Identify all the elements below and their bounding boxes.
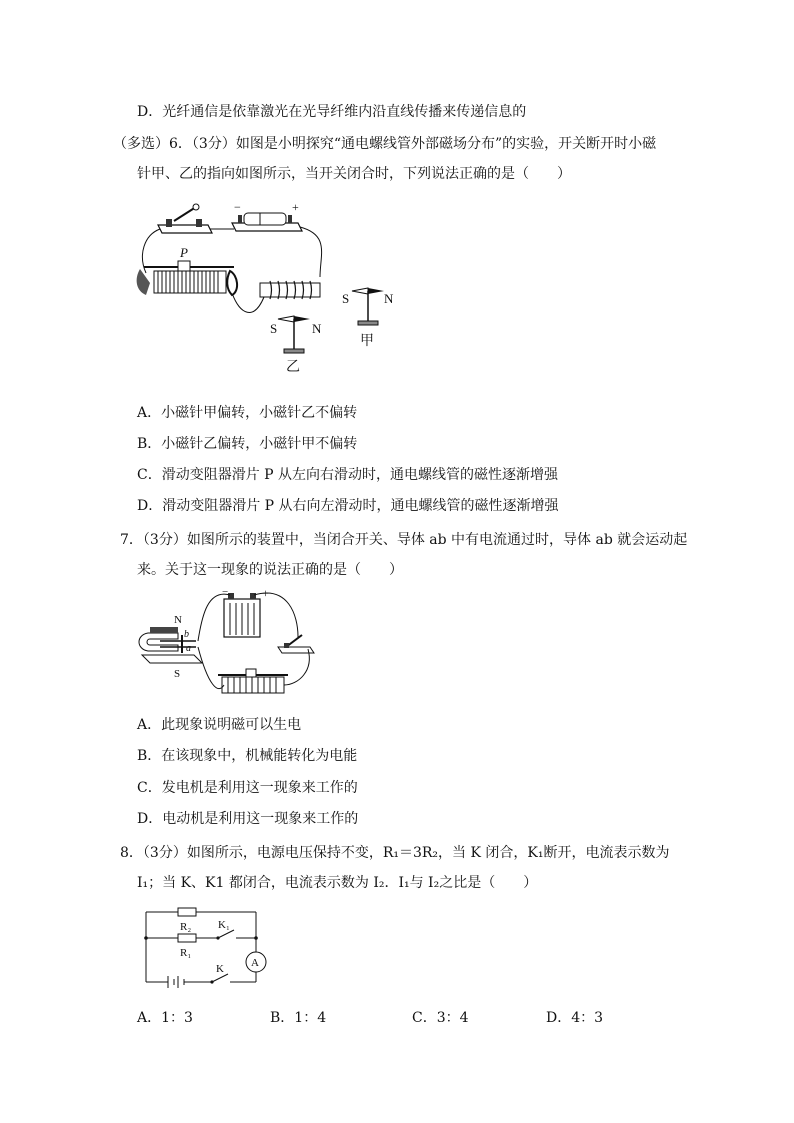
q7-option-b: B．在该现象中，机械能转化为电能 (137, 748, 358, 764)
q8-circuit-figure (138, 902, 278, 996)
q5-option-d: D．光纤通信是依靠激光在光导纤维内沿直线传播来传递信息的 (137, 104, 527, 120)
q6-option-b: B．小磁针乙偏转，小磁针甲不偏转 (137, 436, 358, 452)
q6-option-c: C．滑动变阻器滑片 P 从左向右滑动时，通电螺线管的磁性逐渐增强 (137, 467, 559, 483)
q8-option-d: D．4：3 (546, 1010, 604, 1026)
battery-plus-label: + (292, 200, 299, 214)
q8-option-b: B．1：4 (270, 1010, 327, 1026)
rod-a-label: a (186, 643, 191, 654)
k1-label: K₁ (218, 919, 230, 931)
q7-option-c: C．发电机是利用这一现象来工作的 (137, 780, 358, 796)
q6-figure (130, 195, 420, 375)
slider-p-label: P (180, 245, 188, 260)
q8-option-a: A．1：3 (137, 1010, 193, 1026)
battery (232, 200, 302, 231)
q8-stem-line2: I₁；当 K、K1 都闭合，电流表示数为 I₂．I₁与 I₂之比是（ ） (137, 875, 538, 891)
r1-label: R₁ (180, 947, 192, 959)
q7-figure (138, 585, 318, 705)
q6-option-a: A．小磁针甲偏转，小磁针乙不偏转 (137, 405, 358, 421)
r2-label: R₂ (180, 921, 192, 933)
solenoid (260, 281, 320, 299)
q7-stem-line2: 来。关于这一现象的说法正确的是（ ） (137, 562, 403, 578)
rod-b-label: b (184, 629, 189, 640)
battery-plus-label: + (262, 586, 269, 600)
needle-yi-n: N (312, 321, 322, 336)
magnet-n-label: N (174, 614, 182, 626)
needle-yi-s: S (270, 321, 278, 336)
battery-minus-label: − (234, 200, 241, 214)
ammeter-label: A (251, 957, 259, 969)
q6-stem-line2: 针甲、乙的指向如图所示，当开关闭合时，下列说法正确的是（ ） (137, 166, 571, 182)
q7-stem-line1: 7．（3分）如图所示的装置中，当闭合开关、导体 ab 中有电流通过时，导体 ab 就会运动起 (120, 532, 688, 548)
battery-minus-label: − (222, 586, 229, 598)
q6-stem-line1: （多选）6．（3分）如图是小明探究“通电螺线管外部磁场分布”的实验，开关断开时小磁 (113, 136, 657, 152)
needle-yi-label: 乙 (286, 360, 300, 375)
needle-jia-n: N (384, 291, 394, 306)
q7-option-d: D．电动机是利用这一现象来工作的 (137, 811, 359, 827)
q8-stem-line1: 8．（3分）如图所示，电源电压保持不变，R₁＝3R₂，当 K 闭合，K₁断开，电流表示数为 (120, 845, 670, 861)
needle-jia-label: 甲 (360, 334, 374, 349)
compass-needle-jia (342, 288, 394, 349)
q8-option-c: C．3：4 (412, 1010, 469, 1026)
horseshoe-magnet (139, 614, 202, 680)
needle-jia-s: S (342, 291, 350, 306)
sliding-rheostat (137, 245, 237, 295)
sliding-rheostat (218, 669, 288, 693)
knife-switch (158, 204, 212, 233)
k-label: K (216, 963, 224, 975)
q6-option-d: D．滑动变阻器滑片 P 从右向左滑动时，通电螺线管的磁性逐渐增强 (137, 498, 559, 514)
compass-needle-yi (270, 316, 322, 375)
magnet-s-label: S (174, 668, 181, 680)
q7-option-a: A．此现象说明磁可以生电 (137, 717, 302, 733)
